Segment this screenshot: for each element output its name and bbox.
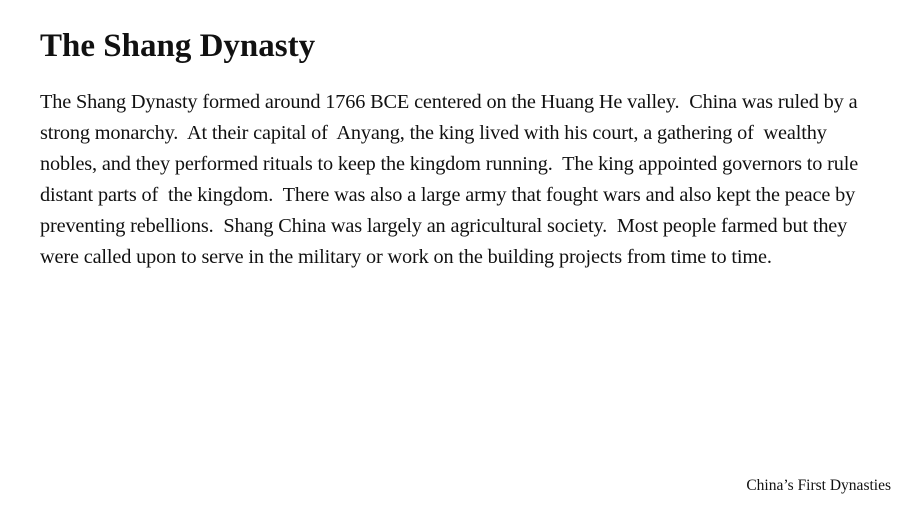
slide-title: The Shang Dynasty [40, 28, 316, 64]
slide-footer: China’s First Dynasties [746, 477, 891, 494]
slide-body-text: The Shang Dynasty formed around 1766 BCE centered on the Huang He valley. China was ruled by a strong monarchy. At their capital of Anyang, the king lived with his court, a gathering of wealthy nobles, and they performed rituals to keep the kingdom running. The king appointed governors to rule distant parts of the kingdom. There was also a large army that fought wars and also kept the peace by preventing rebellions. Shang China was largely an agricultural society. Most people farmed but they were called upon to serve in the military or work on the building projects from time to time. [40, 91, 863, 268]
